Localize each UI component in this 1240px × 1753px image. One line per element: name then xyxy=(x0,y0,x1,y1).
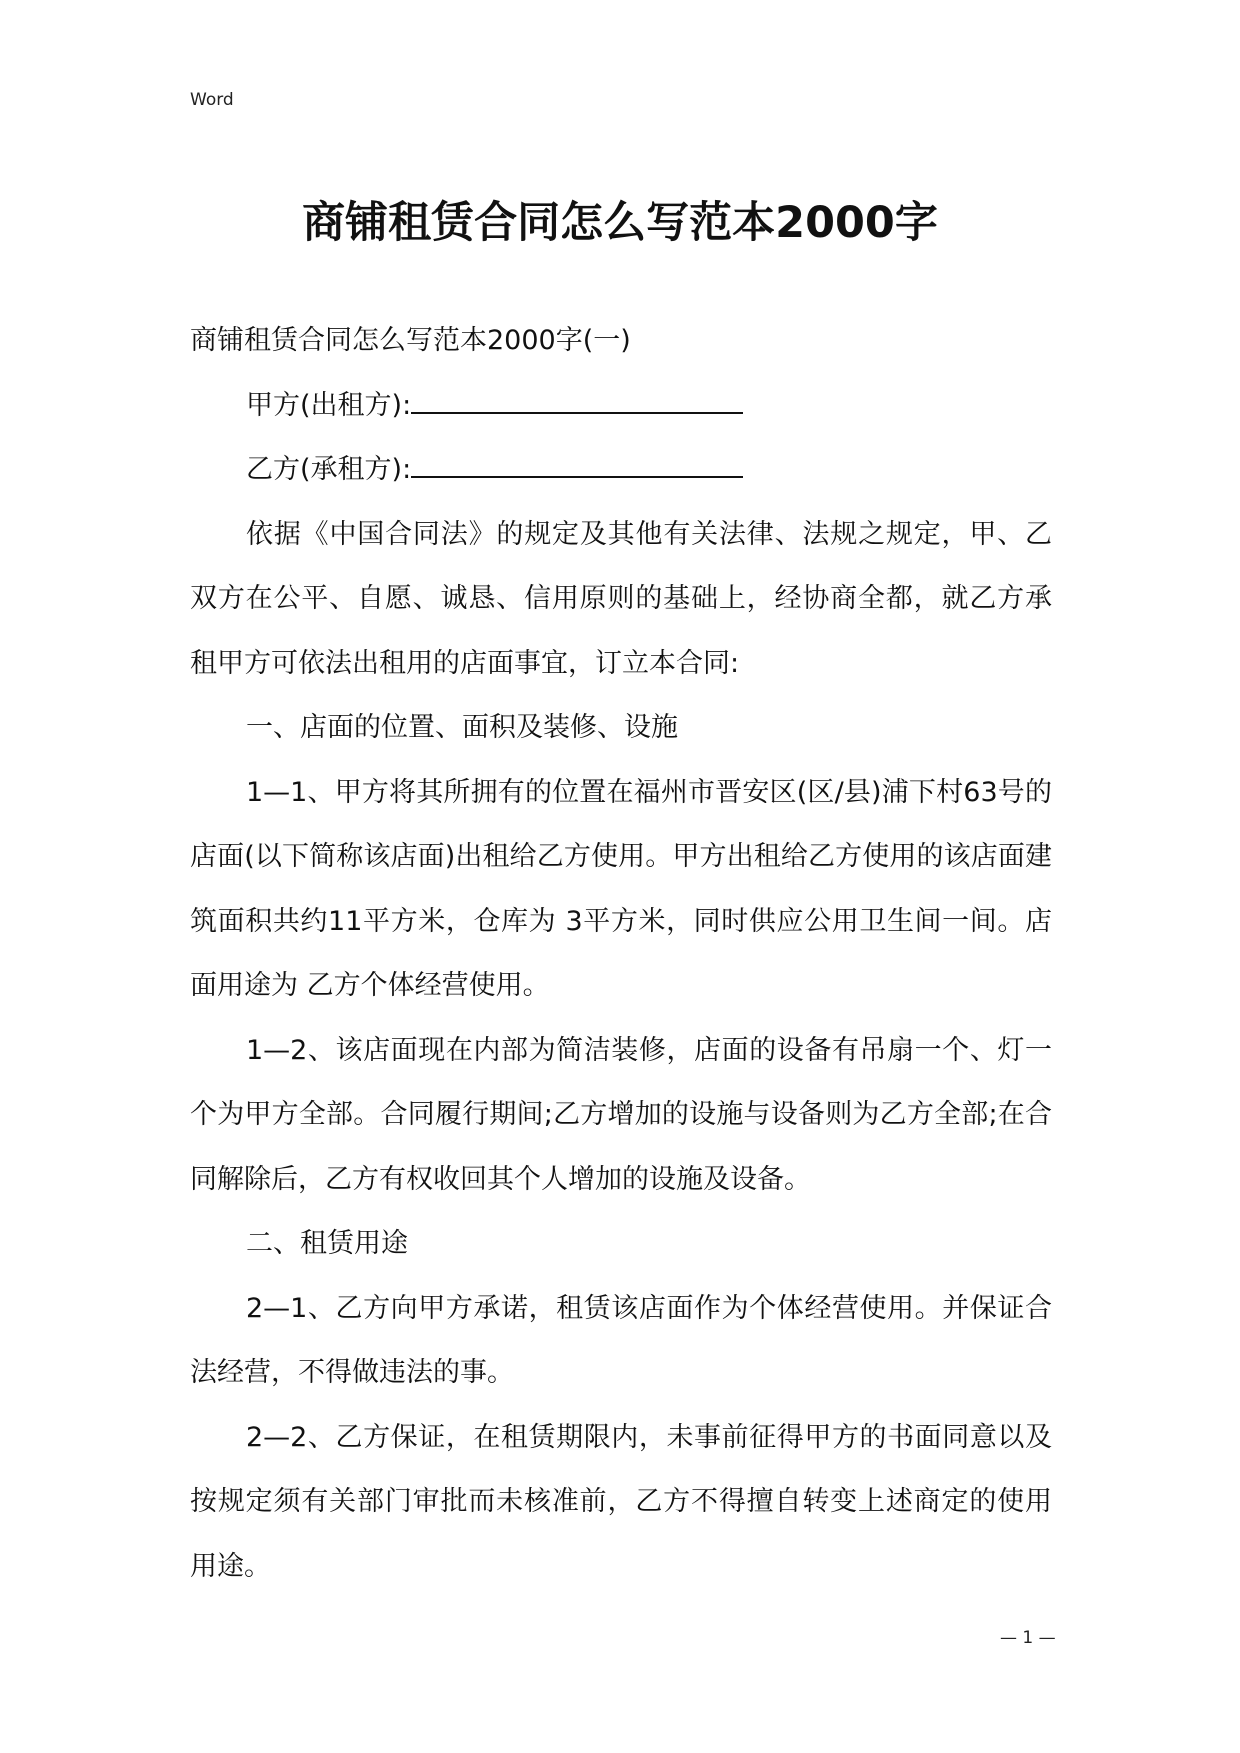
clause-1-1: 1—1、甲方将其所拥有的位置在福州市晋安区(区/县)浦下村63号的店面(以下简称该店面)出租给乙方使用。甲方出租给乙方使用的该店面建筑面积共约11平方米，仓库为 3平方米，同时供应公用卫生间一间。店面用途为 乙方个体经营使用。 xyxy=(190,776,1052,1001)
clause-2-2: 2—2、乙方保证，在租赁期限内，未事前征得甲方的书面同意以及按规定须有关部门审批而未核准前，乙方不得擅自转变上述商定的使用用途。 xyxy=(190,1421,1052,1582)
document-body xyxy=(190,309,1052,1599)
party-a-line xyxy=(190,374,1052,439)
section-heading-2: 二、租赁用途 xyxy=(246,1228,408,1259)
party-b-blank xyxy=(411,448,743,478)
party-a-label: 甲方(出租方): xyxy=(246,389,412,421)
section-heading-1: 一、店面的位置、面积及装修、设施 xyxy=(246,712,678,743)
paragraph-preamble: 依据《中国合同法》的规定及其他有关法律、法规之规定，甲、乙双方在公平、自愿、诚恳、信用原则的基础上，经协商全都，就乙方承租甲方可依法出租用的店面事宜，订立本合同: xyxy=(190,518,1052,679)
party-b-label: 乙方(承租方): xyxy=(246,454,412,485)
party-b-line xyxy=(190,438,1052,503)
page-number: — 1 — xyxy=(1000,1628,1056,1648)
document-title: 商铺租赁合同怎么写范本2000字 xyxy=(302,198,938,248)
clause-2-1: 2—1、乙方向甲方承诺，租赁该店面作为个体经营使用。并保证合法经营，不得做违法的事。 xyxy=(190,1292,1052,1388)
header-app-label: Word xyxy=(190,90,234,110)
clause-1-2: 1—2、该店面现在内部为简洁装修，店面的设备有吊扇一个、灯一个为甲方全部。合同履行期间;乙方增加的设施与设备则为乙方全部;在合同解除后，乙方有权收回其个人增加的设施及设备。 xyxy=(190,1034,1052,1195)
party-a-blank xyxy=(411,384,743,414)
document-subtitle: 商铺租赁合同怎么写范本2000字(一) xyxy=(190,325,631,356)
